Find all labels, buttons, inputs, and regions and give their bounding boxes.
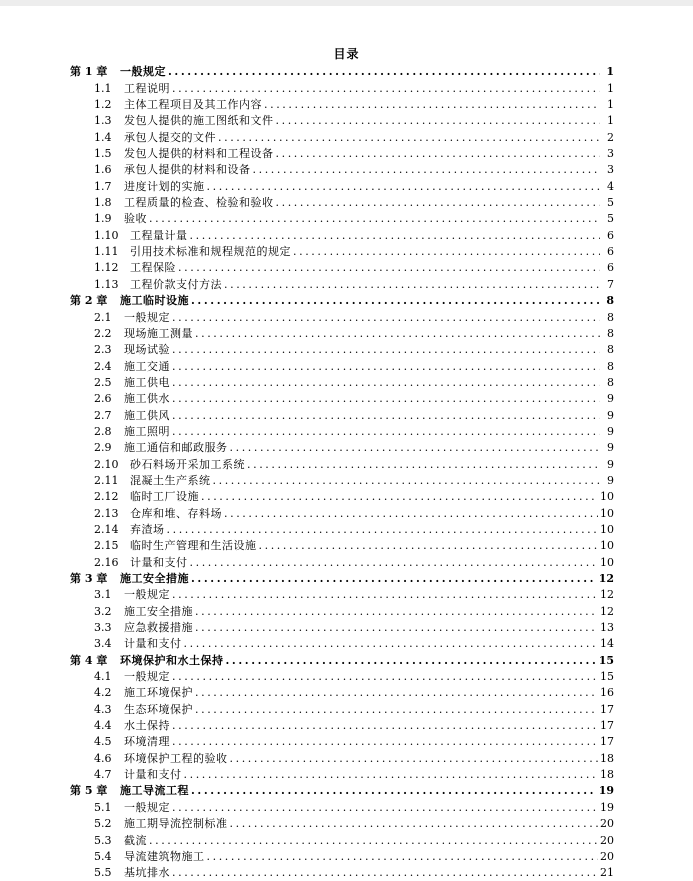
toc-page-number: 17 bbox=[600, 735, 614, 749]
toc-entry-label: 施工安全措施 bbox=[120, 572, 189, 585]
toc-page-number: 2 bbox=[607, 130, 614, 144]
toc-section-row[interactable] bbox=[70, 487, 614, 503]
toc-entry-number: 第 1 章 bbox=[70, 65, 108, 79]
toc-section-row[interactable] bbox=[70, 797, 614, 813]
toc-page-number: 13 bbox=[600, 621, 614, 635]
toc-section-row[interactable] bbox=[70, 454, 614, 470]
toc-section-row[interactable] bbox=[70, 536, 614, 552]
toc-page-number: 17 bbox=[600, 702, 614, 716]
toc-page-number: 18 bbox=[600, 751, 614, 765]
toc-dot-leader bbox=[172, 360, 600, 373]
toc-page-number: 8 bbox=[607, 375, 614, 389]
toc-section-row[interactable] bbox=[70, 78, 614, 94]
toc-entry-label: 施工交通 bbox=[124, 359, 170, 373]
toc-section-row[interactable] bbox=[70, 242, 614, 258]
toc-entry-number: 1.6 bbox=[94, 163, 112, 177]
toc-section-row[interactable] bbox=[70, 225, 614, 241]
toc-entry-number: 2.12 bbox=[94, 490, 119, 504]
toc-entry-number: 2.13 bbox=[94, 506, 119, 520]
toc-entry-number: 1.13 bbox=[94, 277, 119, 291]
toc-section-row[interactable] bbox=[70, 373, 614, 389]
toc-entry-number: 1.10 bbox=[94, 228, 119, 242]
toc-page-number: 15 bbox=[598, 653, 614, 667]
toc-section-row[interactable] bbox=[70, 405, 614, 421]
toc-page-number: 1 bbox=[607, 114, 614, 128]
toc-dot-leader bbox=[191, 294, 600, 307]
toc-page-number: 5 bbox=[607, 212, 614, 226]
toc-entry-number: 第 3 章 bbox=[70, 572, 108, 585]
toc-dot-leader bbox=[168, 65, 600, 78]
toc-dot-leader bbox=[190, 556, 599, 569]
toc-dot-leader bbox=[230, 441, 601, 454]
toc-entry-number: 2.5 bbox=[94, 375, 112, 389]
toc-dot-leader bbox=[195, 686, 598, 699]
toc-section-row[interactable] bbox=[70, 340, 614, 356]
toc-dot-leader bbox=[172, 866, 598, 879]
toc-entry-number: 2.8 bbox=[94, 424, 112, 438]
toc-entry-number: 1.3 bbox=[94, 114, 112, 128]
toc-entry-label: 生态环境保护 bbox=[124, 702, 193, 716]
toc-page-number: 8 bbox=[606, 294, 614, 308]
toc-section-row[interactable] bbox=[70, 422, 614, 438]
toc-dot-leader bbox=[201, 490, 598, 503]
toc-page-number: 18 bbox=[600, 768, 614, 782]
toc-entry-number: 第 2 章 bbox=[70, 294, 108, 308]
toc-page-number: 7 bbox=[607, 277, 614, 291]
toc-entry-number: 5.3 bbox=[94, 833, 112, 847]
toc-page-number: 1 bbox=[607, 81, 614, 95]
toc-entry-number: 4.2 bbox=[94, 686, 112, 700]
toc-dot-leader bbox=[195, 327, 600, 340]
toc-entry-number: 1.7 bbox=[94, 179, 112, 193]
toc-entry-label: 施工导流工程 bbox=[120, 784, 189, 798]
toc-entry-label: 工程价款支付方法 bbox=[130, 277, 222, 291]
toc-page-number: 20 bbox=[600, 817, 614, 831]
toc-page-number: 8 bbox=[607, 343, 614, 357]
toc-entry-number: 1.11 bbox=[94, 245, 119, 259]
toc-entry-number: 3.2 bbox=[94, 604, 112, 618]
toc-dot-leader bbox=[191, 784, 597, 797]
toc-entry-number: 4.4 bbox=[94, 719, 112, 733]
toc-dot-leader bbox=[172, 719, 598, 732]
toc-entry-label: 施工期导流控制标准 bbox=[124, 817, 228, 831]
toc-page-number: 12 bbox=[598, 572, 614, 585]
toc-dot-leader bbox=[172, 311, 600, 324]
toc-entry-label: 计量和支付 bbox=[130, 555, 188, 569]
toc-entry-label: 计量和支付 bbox=[124, 768, 182, 782]
toc-section-row[interactable] bbox=[70, 503, 614, 519]
toc-section-row[interactable] bbox=[70, 618, 614, 634]
toc-page-number: 9 bbox=[607, 441, 614, 455]
toc-entry-label: 施工照明 bbox=[124, 424, 170, 438]
toc-section-row[interactable] bbox=[70, 765, 614, 781]
toc-page-number: 4 bbox=[607, 179, 614, 193]
toc-dot-leader bbox=[172, 376, 600, 389]
toc-section-row[interactable] bbox=[70, 127, 614, 143]
toc-entry-label: 现场施工测量 bbox=[124, 326, 193, 340]
toc-entry-label: 混凝土生产系统 bbox=[130, 473, 211, 487]
toc-chapter-row[interactable] bbox=[70, 291, 614, 307]
toc-page-number: 8 bbox=[607, 310, 614, 324]
toc-entry-label: 临时工厂设施 bbox=[130, 490, 199, 504]
toc-entry-number: 4.5 bbox=[94, 735, 112, 749]
toc-dot-leader bbox=[191, 572, 597, 585]
toc-entry-number: 2.10 bbox=[94, 457, 119, 471]
toc-dot-leader bbox=[172, 670, 598, 683]
toc-page-number: 15 bbox=[600, 670, 614, 684]
toc-dot-leader bbox=[213, 474, 601, 487]
toc-dot-leader bbox=[195, 621, 598, 634]
viewer-top-edge bbox=[0, 0, 693, 6]
toc-dot-leader bbox=[184, 768, 599, 781]
toc-entry-label: 应急救援措施 bbox=[124, 621, 193, 635]
toc-section-row[interactable] bbox=[70, 471, 614, 487]
toc-section-row[interactable] bbox=[70, 667, 614, 683]
toc-section-row[interactable] bbox=[70, 552, 614, 568]
toc-entry-label: 施工安全措施 bbox=[124, 604, 193, 618]
toc-page-number: 8 bbox=[607, 326, 614, 340]
toc-section-row[interactable] bbox=[70, 324, 614, 340]
toc-section-row[interactable] bbox=[70, 814, 614, 830]
toc-dot-leader bbox=[172, 425, 600, 438]
toc-entry-label: 仓库和堆、存料场 bbox=[130, 506, 222, 520]
toc-dot-leader bbox=[149, 212, 600, 225]
toc-entry-number: 1.1 bbox=[94, 81, 112, 95]
toc-entry-label: 验收 bbox=[124, 212, 147, 226]
toc-section-row[interactable] bbox=[70, 95, 614, 111]
toc-page-number: 1 bbox=[606, 65, 614, 79]
toc-entry-number: 5.2 bbox=[94, 817, 112, 831]
toc-page-number: 10 bbox=[600, 522, 614, 536]
toc-page-number: 9 bbox=[607, 424, 614, 438]
toc-entry-number: 1.2 bbox=[94, 98, 112, 112]
toc-dot-leader bbox=[172, 343, 600, 356]
toc-dot-leader bbox=[172, 82, 600, 95]
toc-page-number: 6 bbox=[607, 261, 614, 275]
toc-chapter-row[interactable] bbox=[70, 569, 614, 585]
toc-entry-number: 4.6 bbox=[94, 751, 112, 765]
table-of-contents bbox=[70, 62, 614, 879]
toc-dot-leader bbox=[259, 539, 599, 552]
toc-dot-leader bbox=[184, 637, 599, 650]
toc-chapter-row[interactable] bbox=[70, 650, 614, 666]
toc-page-number: 9 bbox=[607, 392, 614, 406]
toc-entry-label: 工程质量的检查、检验和验收 bbox=[124, 196, 274, 210]
toc-entry-number: 2.2 bbox=[94, 326, 112, 340]
toc-dot-leader bbox=[172, 409, 600, 422]
toc-entry-number: 3.1 bbox=[94, 588, 112, 602]
toc-section-row[interactable] bbox=[70, 176, 614, 192]
toc-entry-number: 2.3 bbox=[94, 343, 112, 357]
toc-dot-leader bbox=[167, 523, 599, 536]
toc-entry-label: 一般规定 bbox=[124, 588, 170, 602]
toc-dot-leader bbox=[293, 245, 600, 258]
toc-dot-leader bbox=[172, 735, 598, 748]
toc-page-number: 19 bbox=[600, 800, 614, 814]
toc-entry-label: 施工环境保护 bbox=[124, 686, 193, 700]
toc-entry-label: 施工供水 bbox=[124, 392, 170, 406]
toc-section-row[interactable] bbox=[70, 438, 614, 454]
toc-dot-leader bbox=[253, 163, 601, 176]
toc-entry-label: 发包人提供的材料和工程设备 bbox=[124, 147, 274, 161]
toc-page-number: 6 bbox=[607, 228, 614, 242]
toc-dot-leader bbox=[172, 801, 598, 814]
toc-page-number: 17 bbox=[600, 719, 614, 733]
toc-dot-leader bbox=[224, 507, 598, 520]
toc-entry-number: 2.15 bbox=[94, 539, 119, 553]
toc-page-number: 3 bbox=[607, 163, 614, 177]
toc-page-number: 14 bbox=[600, 637, 614, 651]
toc-entry-label: 现场试验 bbox=[124, 343, 170, 357]
toc-entry-label: 弃渣场 bbox=[130, 522, 165, 536]
toc-entry-number: 第 4 章 bbox=[70, 653, 108, 667]
toc-dot-leader bbox=[264, 98, 600, 111]
toc-entry-number: 5.5 bbox=[94, 866, 112, 880]
toc-entry-label: 计量和支付 bbox=[124, 637, 182, 651]
toc-section-row[interactable] bbox=[70, 716, 614, 732]
toc-entry-label: 工程说明 bbox=[124, 81, 170, 95]
toc-section-row[interactable] bbox=[70, 356, 614, 372]
toc-entry-label: 临时生产管理和生活设施 bbox=[130, 539, 257, 553]
toc-entry-label: 施工临时设施 bbox=[120, 294, 189, 308]
toc-dot-leader bbox=[190, 229, 601, 242]
toc-dot-leader bbox=[207, 180, 601, 193]
toc-dot-leader bbox=[226, 654, 597, 667]
toc-page-number: 9 bbox=[607, 457, 614, 471]
toc-page-number: 12 bbox=[600, 588, 614, 602]
toc-page-number: 1 bbox=[607, 98, 614, 112]
toc-dot-leader bbox=[247, 458, 600, 471]
toc-section-row[interactable] bbox=[70, 144, 614, 160]
toc-entry-label: 一般规定 bbox=[124, 310, 170, 324]
toc-section-row[interactable] bbox=[70, 601, 614, 617]
toc-page-number: 19 bbox=[598, 784, 614, 798]
toc-entry-number: 4.7 bbox=[94, 768, 112, 782]
toc-page-number: 5 bbox=[607, 196, 614, 210]
toc-dot-leader bbox=[207, 850, 599, 863]
toc-section-row[interactable] bbox=[70, 748, 614, 764]
toc-entry-number: 2.6 bbox=[94, 392, 112, 406]
toc-dot-leader bbox=[218, 131, 600, 144]
toc-page-number: 10 bbox=[600, 555, 614, 569]
toc-entry-label: 环境保护和水土保持 bbox=[120, 653, 224, 667]
toc-entry-number: 4.3 bbox=[94, 702, 112, 716]
toc-entry-label: 导流建筑物施工 bbox=[124, 849, 205, 863]
toc-dot-leader bbox=[230, 817, 599, 830]
toc-entry-number: 5.1 bbox=[94, 800, 112, 814]
toc-page-number: 9 bbox=[607, 473, 614, 487]
toc-entry-label: 施工供电 bbox=[124, 375, 170, 389]
toc-entry-label: 水土保持 bbox=[124, 719, 170, 733]
toc-entry-label: 基坑排水 bbox=[124, 866, 170, 880]
toc-entry-number: 1.9 bbox=[94, 212, 112, 226]
toc-dot-leader bbox=[230, 752, 599, 765]
toc-entry-number: 第 5 章 bbox=[70, 784, 108, 798]
toc-page-number: 10 bbox=[600, 539, 614, 553]
toc-dot-leader bbox=[276, 147, 601, 160]
toc-entry-label: 施工通信和邮政服务 bbox=[124, 441, 228, 455]
toc-entry-number: 1.8 bbox=[94, 196, 112, 210]
toc-page-number: 9 bbox=[607, 408, 614, 422]
toc-entry-number: 2.9 bbox=[94, 441, 112, 455]
toc-entry-label: 截流 bbox=[124, 833, 147, 847]
toc-entry-label: 一般规定 bbox=[124, 800, 170, 814]
toc-section-row[interactable] bbox=[70, 683, 614, 699]
toc-title: 目录 bbox=[333, 47, 360, 61]
toc-page-number: 12 bbox=[600, 604, 614, 618]
toc-section-row[interactable] bbox=[70, 389, 614, 405]
toc-section-row[interactable] bbox=[70, 520, 614, 536]
toc-section-row[interactable] bbox=[70, 585, 614, 601]
toc-entry-label: 一般规定 bbox=[124, 670, 170, 684]
toc-section-row[interactable] bbox=[70, 274, 614, 290]
toc-section-row[interactable] bbox=[70, 111, 614, 127]
toc-section-row[interactable] bbox=[70, 847, 614, 863]
toc-entry-number: 2.16 bbox=[94, 555, 119, 569]
toc-page-number: 16 bbox=[600, 686, 614, 700]
toc-dot-leader bbox=[224, 278, 600, 291]
toc-entry-label: 环境清理 bbox=[124, 735, 170, 749]
toc-entry-label: 承包人提交的文件 bbox=[124, 130, 216, 144]
toc-entry-number: 1.4 bbox=[94, 130, 112, 144]
toc-page-number: 10 bbox=[600, 490, 614, 504]
toc-entry-number: 2.1 bbox=[94, 310, 112, 324]
toc-entry-number: 2.7 bbox=[94, 408, 112, 422]
toc-dot-leader bbox=[195, 703, 598, 716]
toc-entry-number: 1.12 bbox=[94, 261, 119, 275]
toc-section-row[interactable] bbox=[70, 732, 614, 748]
toc-section-row[interactable] bbox=[70, 307, 614, 323]
toc-entry-label: 发包人提供的施工图纸和文件 bbox=[124, 114, 274, 128]
toc-page-number: 21 bbox=[600, 866, 614, 880]
toc-entry-label: 承包人提供的材料和设备 bbox=[124, 163, 251, 177]
toc-page-number: 20 bbox=[600, 833, 614, 847]
toc-dot-leader bbox=[172, 588, 598, 601]
toc-dot-leader bbox=[276, 114, 601, 127]
toc-page-number: 3 bbox=[607, 147, 614, 161]
toc-entry-number: 3.3 bbox=[94, 621, 112, 635]
toc-page-number: 8 bbox=[607, 359, 614, 373]
toc-entry-label: 环境保护工程的验收 bbox=[124, 751, 228, 765]
toc-entry-number: 5.4 bbox=[94, 849, 112, 863]
toc-dot-leader bbox=[172, 392, 600, 405]
toc-entry-number: 4.1 bbox=[94, 670, 112, 684]
toc-section-row[interactable] bbox=[70, 863, 614, 879]
toc-section-row[interactable] bbox=[70, 699, 614, 715]
toc-entry-number: 2.14 bbox=[94, 522, 119, 536]
toc-section-row[interactable] bbox=[70, 830, 614, 846]
toc-entry-label: 进度计划的实施 bbox=[124, 179, 205, 193]
toc-section-row[interactable] bbox=[70, 193, 614, 209]
toc-entry-number: 2.11 bbox=[94, 473, 119, 487]
toc-entry-label: 工程保险 bbox=[130, 261, 176, 275]
toc-dot-leader bbox=[195, 605, 598, 618]
toc-page-number: 20 bbox=[600, 849, 614, 863]
toc-section-row[interactable] bbox=[70, 209, 614, 225]
toc-dot-leader bbox=[149, 834, 598, 847]
toc-entry-number: 3.4 bbox=[94, 637, 112, 651]
toc-page-number: 10 bbox=[600, 506, 614, 520]
toc-section-row[interactable] bbox=[70, 258, 614, 274]
toc-entry-number: 2.4 bbox=[94, 359, 112, 373]
toc-section-row[interactable] bbox=[70, 160, 614, 176]
toc-chapter-row[interactable] bbox=[70, 781, 614, 797]
toc-page-number: 6 bbox=[607, 245, 614, 259]
toc-section-row[interactable] bbox=[70, 634, 614, 650]
toc-dot-leader bbox=[276, 196, 601, 209]
toc-dot-leader bbox=[178, 261, 600, 274]
toc-entry-number: 1.5 bbox=[94, 147, 112, 161]
toc-entry-label: 引用技术标准和规程规范的规定 bbox=[130, 245, 291, 259]
toc-entry-label: 主体工程项目及其工作内容 bbox=[124, 98, 262, 112]
toc-entry-label: 施工供风 bbox=[124, 408, 170, 422]
toc-entry-label: 一般规定 bbox=[120, 65, 166, 79]
toc-chapter-row[interactable] bbox=[70, 62, 614, 78]
toc-entry-label: 砂石料场开采加工系统 bbox=[130, 457, 245, 471]
toc-entry-label: 工程量计量 bbox=[130, 228, 188, 242]
